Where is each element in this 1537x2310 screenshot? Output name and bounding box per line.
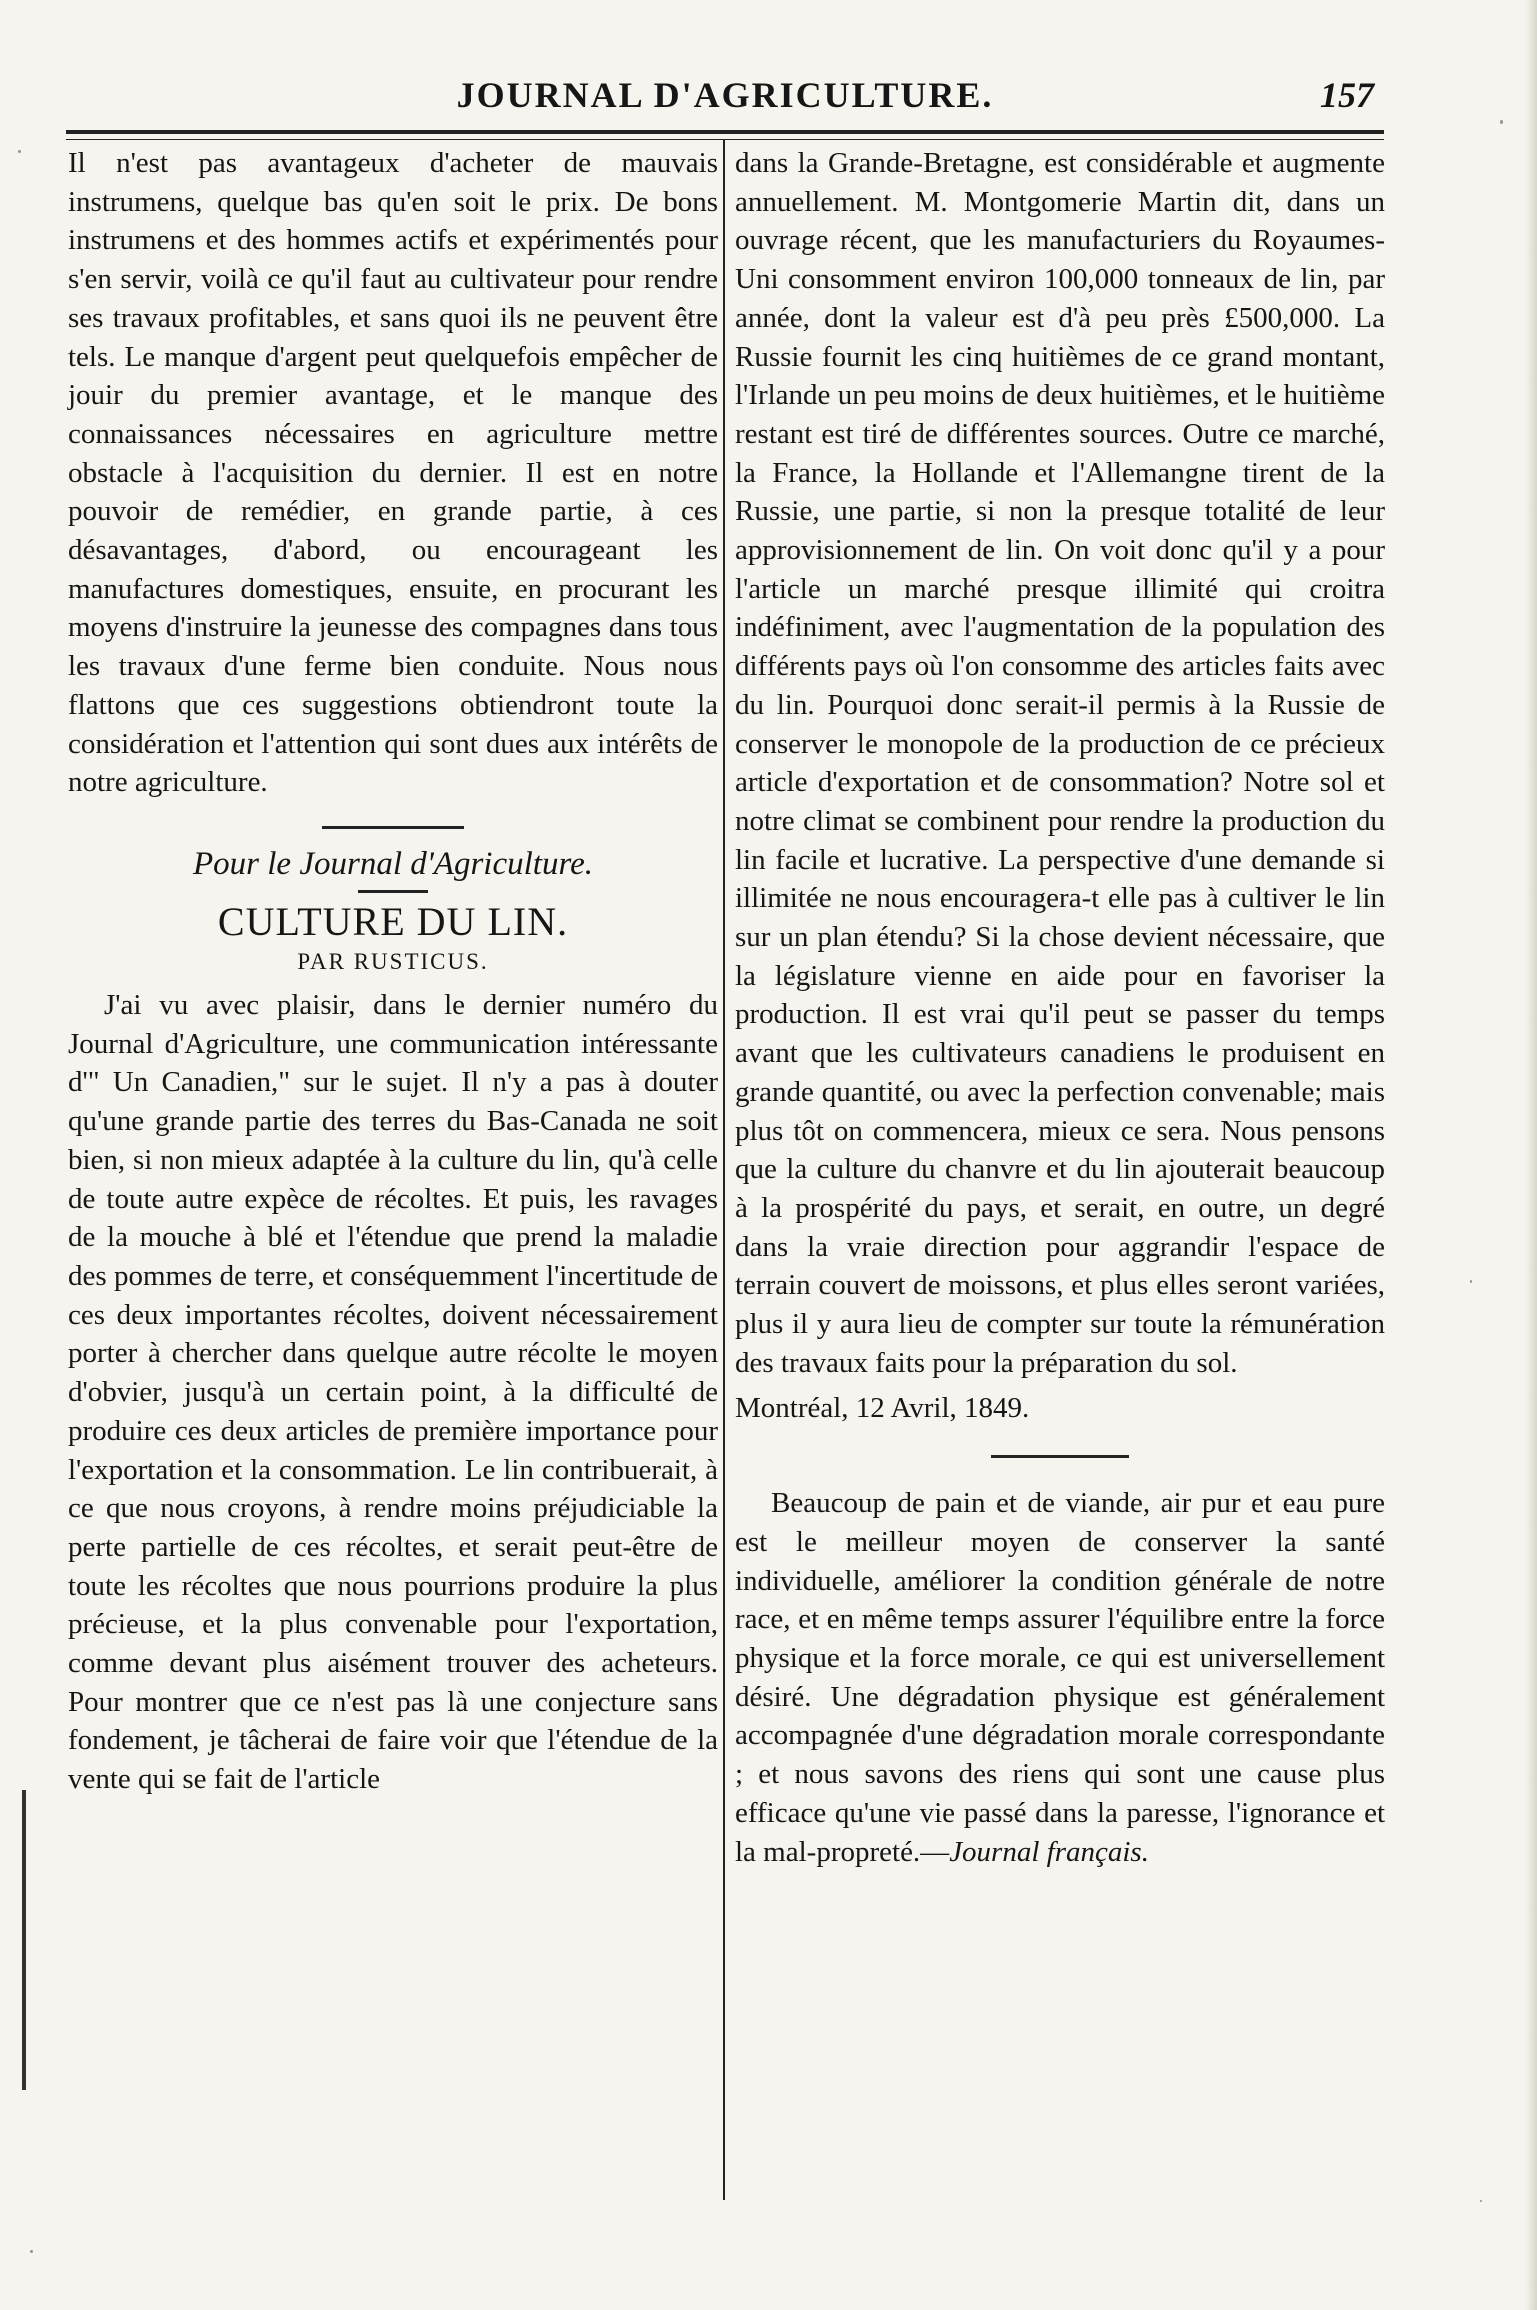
left-column xyxy=(68,144,718,1805)
column-divider xyxy=(723,140,725,2200)
title-divider xyxy=(358,890,428,893)
article-sign-off: Montréal, 12 Avril, 1849. xyxy=(735,1391,1030,1424)
for-journal-line: Pour le Journal d'Agriculture. xyxy=(193,845,593,882)
page-header xyxy=(66,70,1384,126)
page-number: 157 xyxy=(1320,75,1374,115)
article-title: CULTURE DU LIN. xyxy=(217,898,569,944)
margin-mark xyxy=(22,1790,26,2090)
article-body: J'ai vu avec plaisir, dans le dernier numéro du Journal d'Agriculture, une communication intéressante d'" Un Canadien," sur le sujet. Il n'y a pas à douter qu'une grande partie des terres du Bas-Canada ne soit bien, si non mieux adaptée à la culture du lin, qu'à celle de toute autre expèce de récoltes. Et puis, les ravages de la mouche à blé et l'étendue que prend la maladie des pommes de terre, et conséquemment l'incertitude de ces deux importantes récoltes, doivent nécessairement porter à chercher dans quelque autre récolte le moyen d'obvier, jusqu'à un certain point, à la difficulté de produire ces deux articles de première importance pour l'exportation et la consommation. Le lin contribuerait, à ce que nous croyons, à rendre moins préjudiciable la perte partielle de ces récoltes, et serait peut-être de toute les récoltes que nous pourrions produire la plus précieuse, et la plus convenable pour l'exportation, comme devant plus aisément trouver des acheteurs. Pour montrer que ce n'est pas là une conjecture sans fondement, je tâcherai de faire voir que l'étendue de la vente qui se fait de l'article xyxy=(68,989,718,1796)
right-column xyxy=(735,144,1385,1877)
closing-source: Journal français. xyxy=(949,1835,1149,1868)
closing-text: Beaucoup de pain et de viande, air pur et eau pure est le meilleur moyen de conserver la santé individuelle, améliorer la condition générale de notre race, et en même temps assurer l'équilibre entre la force physique et la force morale, ce qui est universellement désiré. Une dégradation physique est généralement accompagnée d'une dégradation morale correspondante ; et nous savons des riens qui sont une cause plus efficace qu'une vie passé dans la paresse, l'ignorance et la mal-propreté.— xyxy=(735,1487,1385,1868)
intro-paragraph: Il n'est pas avantageux d'acheter de mauvais instrumens, quelque bas qu'en soit le prix. De bons instrumens et des hommes actifs et expérimentés pour s'en servir, voilà ce qu'il faut au cultivateur pour rendre ses travaux profitables, et sans quoi ils ne peuvent être tels. Le manque d'argent peut quelquefois empêcher de jouir du premier avantage, et le manque des connaissances nécessaires en agriculture mettre obstacle à l'acquisition du dernier. Il est en notre pouvoir de remédier, en grande partie, à ces désavantages, d'abord, ou encourageant les manufactures domestiques, ensuite, en procurant les moyens d'instruire la jeunesse des compagnes dans tous les travaux d'une ferme bien conduite. Nous nous flattons que ces suggestions obtiendront toute la considération et l'attention qui sont dues aux intérêts de notre agriculture. xyxy=(68,147,718,799)
running-title: JOURNAL D'AGRICULTURE. xyxy=(456,75,994,115)
paper-speck xyxy=(30,2250,33,2253)
closing-paragraph xyxy=(735,1484,1385,1871)
paper-speck xyxy=(1500,120,1503,124)
article-continuation: dans la Grande-Bretagne, est considérable et augmente annuellement. M. Montgomerie Martin dit, dans un ouvrage récent, que les manufacturiers du Royaumes-Uni consomment environ 100,000 tonneaux de lin, par année, dont la valeur est d'à peu près £500,000. La Russie fournit les cinq huitièmes de ce grand montant, l'Irlande un peu moins de deux huitièmes, et le huitième restant est tiré de différentes sources. Outre ce marché, la France, la Hollande et l'Allemangne tirent de la Russie, une partie, si non la presque totalité de leur approvisionnement de lin. On voit donc qu'il y a pour l'article un marché presque illimité qui croitra indéfiniment, avec l'augmentation de la population des différents pays où l'on consomme des articles faits avec du lin. Pourquoi donc serait-il permis à la Russie de conserver le monopole de la production de ce précieux article d'exportation et de consommation? Notre sol et notre climat se combinent pour rendre la production du lin facile et lucrative. La perspective d'une demande si illimitée ne nous encouragera-t elle pas à cultiver le lin sur un plan étendu? Si la chose devient nécessaire, que la législature vienne en aide pour en favoriser la production. Il est vrai qu'il peut se passer du temps avant que les cultivateurs canadiens le produisent en grande quantité, ou avec la perfection convenable; mais plus tôt on commencera, mieux ce sera. Nous pensons que la culture du chanvre et du lin ajouterait beaucoup à la prospérité du pays, et serait, en outre, un degré dans la vraie direction pour aggrandir l'espace de terrain couvert de moissons, et plus elles seront variées, plus il y aura lieu de compter sur toute la rémunération des travaux faits pour la préparation du sol. xyxy=(735,147,1385,1379)
paper-speck xyxy=(18,150,21,153)
paper-speck xyxy=(1480,2200,1482,2202)
section-divider-right xyxy=(991,1455,1129,1458)
article-byline: PAR RUSTICUS. xyxy=(297,949,489,975)
section-divider xyxy=(322,826,464,829)
paper-speck xyxy=(1470,1280,1472,1283)
page-edge-shadow xyxy=(1525,0,1537,2310)
header-rule xyxy=(66,130,1384,140)
